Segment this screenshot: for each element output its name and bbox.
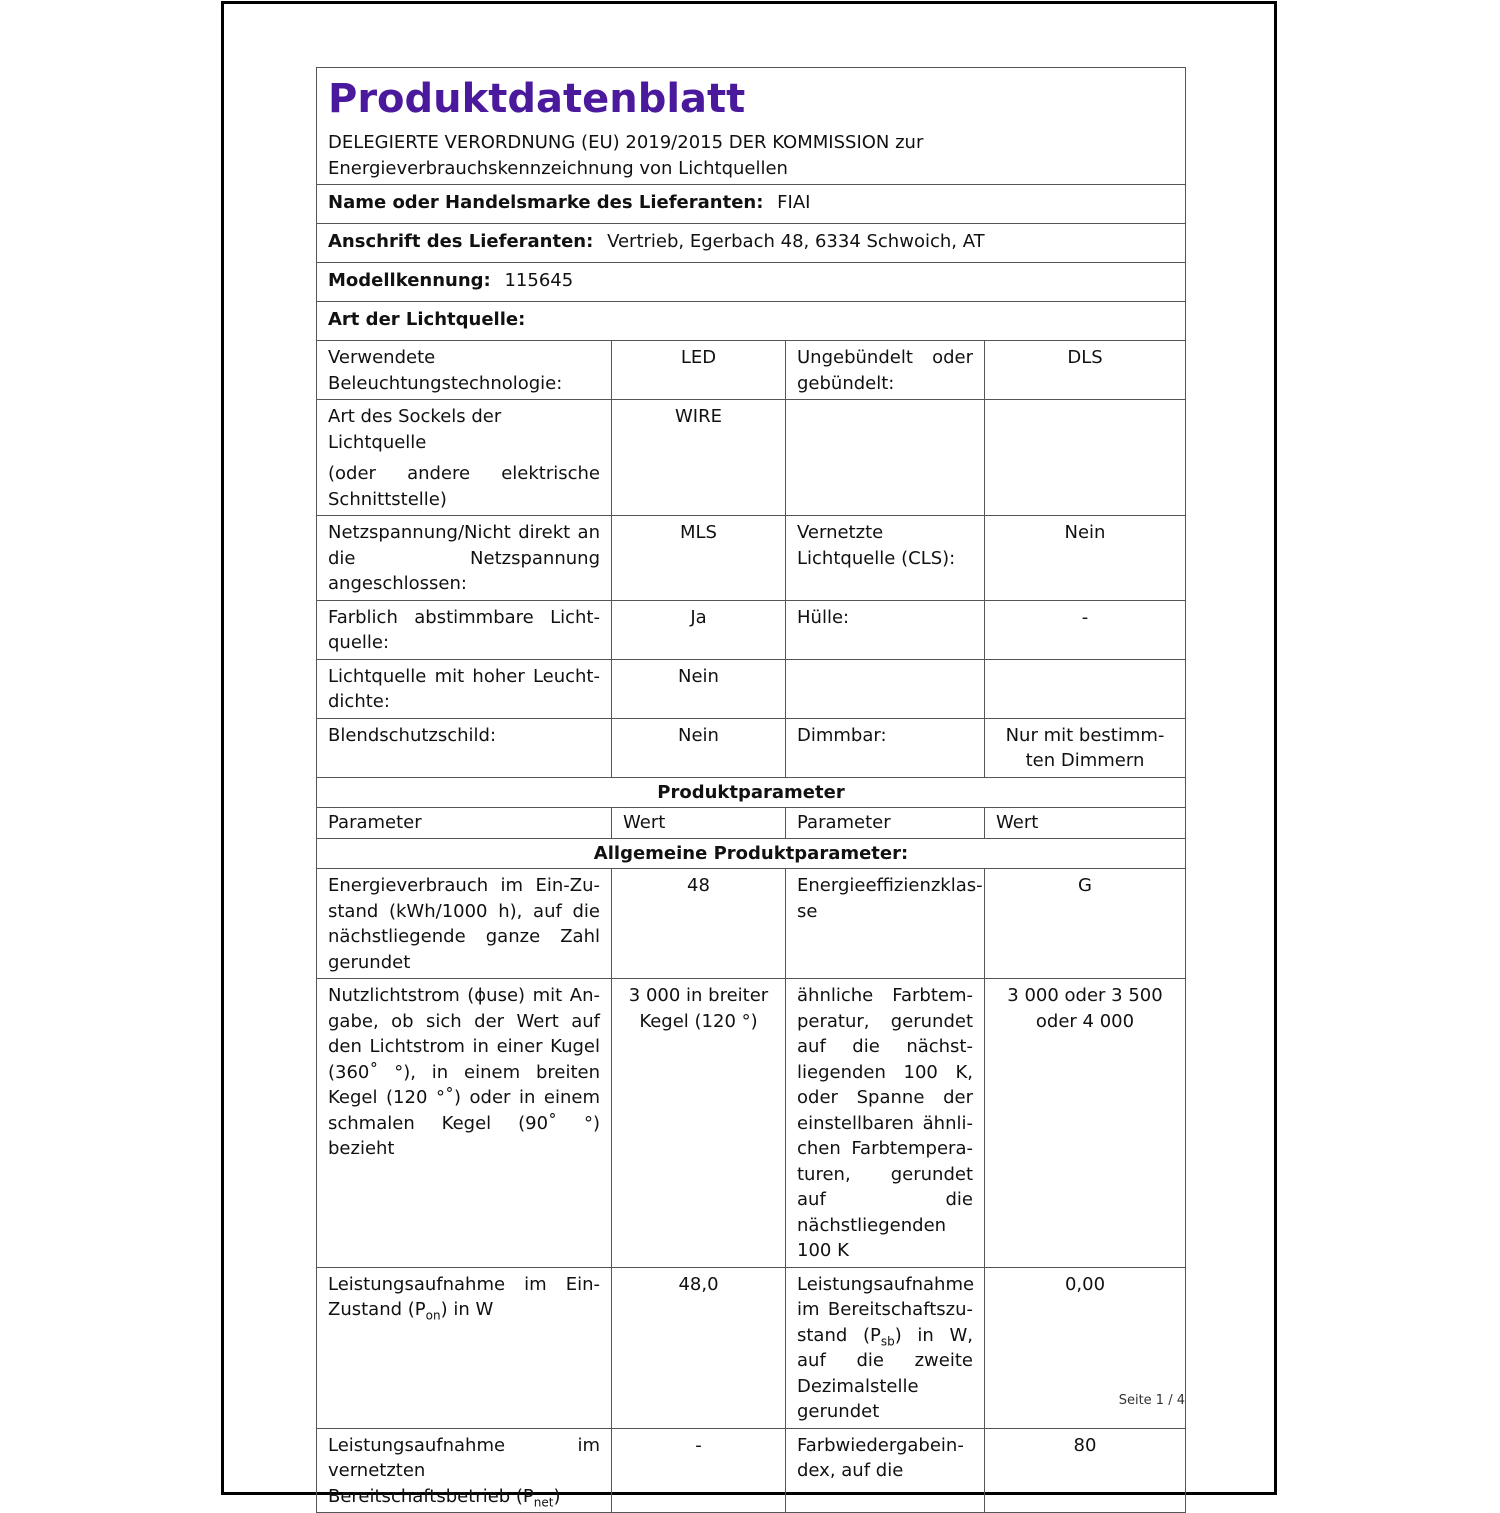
column-header: Wert xyxy=(985,808,1186,839)
value-cell: - xyxy=(985,600,1186,659)
model-label: Modellkennung: xyxy=(328,270,491,291)
value-cell: Nein xyxy=(612,659,786,718)
value-cell: MLS xyxy=(612,516,786,601)
param-cell: Hülle: xyxy=(786,600,985,659)
value-cell: WIRE xyxy=(612,400,786,516)
section-heading-row xyxy=(317,838,1186,869)
param-cell: Verwendete Beleuchtungstechnologie: xyxy=(317,341,612,400)
page-number: Seite 1 / 4 xyxy=(1118,1393,1185,1408)
supplier-label: Name oder Handelsmarke des Lieferanten: xyxy=(328,192,764,213)
param-cell: Lichtquelle mit hoher Leuchtdichte: xyxy=(317,659,612,718)
title-row xyxy=(317,68,1186,185)
value-cell: Nein xyxy=(612,718,786,777)
param-cell: Energieverbrauch im Ein-Zustand (kWh/1000 h), auf die nächstliegende ganze Zahl gerundet xyxy=(317,869,612,979)
column-header: Parameter xyxy=(786,808,985,839)
param-text: ) in W xyxy=(440,1299,494,1320)
param-cell: Blendschutzschild: xyxy=(317,718,612,777)
address-label: Anschrift des Lieferanten: xyxy=(328,231,594,252)
param-cell xyxy=(317,1428,612,1513)
column-header: Parameter xyxy=(317,808,612,839)
value-cell xyxy=(985,659,1186,718)
value-cell: Nur mit bestimmten Dimmern xyxy=(985,718,1186,777)
value-cell: 3 000 in breiter Kegel (120 °) xyxy=(612,979,786,1268)
param-text: Leistungsaufnahme im Ein-Zustand (P xyxy=(328,1273,600,1320)
model-value: 115645 xyxy=(504,270,574,291)
product-params-heading: Produktparameter xyxy=(317,777,1186,808)
param-cell: Dimmbar: xyxy=(786,718,985,777)
param-cell: Farbwiedergabeindex, auf die xyxy=(786,1428,985,1513)
section-heading-row xyxy=(317,777,1186,808)
table-row xyxy=(317,341,1186,400)
param-cell: Vernetzte Lichtquelle (CLS): xyxy=(786,516,985,601)
address-row xyxy=(317,224,1186,263)
base-type-note: (oder andere elektrische Schnittstelle) xyxy=(328,463,600,510)
value-cell: 80 xyxy=(985,1428,1186,1513)
param-cell xyxy=(317,400,612,516)
value-cell: 0,00 xyxy=(985,1267,1186,1428)
table-row xyxy=(317,516,1186,601)
param-text: Leistungsaufnahme im vernetzten Bereitschaftsbetrieb (P xyxy=(328,1434,600,1507)
param-cell: Farblich abstimmbare Lichtquelle: xyxy=(317,600,612,659)
table-row xyxy=(317,659,1186,718)
supplier-row xyxy=(317,185,1186,224)
param-subscript: sb xyxy=(880,1334,895,1349)
param-cell xyxy=(786,400,985,516)
param-cell: Energieeffizienzklasse xyxy=(786,869,985,979)
table-row xyxy=(317,1267,1186,1428)
value-cell: Nein xyxy=(985,516,1186,601)
model-row xyxy=(317,263,1186,302)
datasheet-table xyxy=(316,67,1186,1513)
value-cell: 3 000 oder 3 500 oder 4 000 xyxy=(985,979,1186,1268)
light-type-row xyxy=(317,302,1186,341)
general-params-heading: Allgemeine Produktparameter: xyxy=(317,838,1186,869)
param-cell: Netzspannung/Nicht direkt an die Netzspannung angeschlossen: xyxy=(317,516,612,601)
param-text: ) xyxy=(553,1485,561,1507)
param-subscript: on xyxy=(425,1308,441,1323)
param-cell: Nutzlichtstrom (ϕuse) mit Angabe, ob sich der Wert auf den Lichtstrom in einer Kugel (360˚ °), in einem breiten Kegel (120 °˚) oder in einem schmalen Kegel (90˚ °) bezieht xyxy=(317,979,612,1268)
table-row xyxy=(317,718,1186,777)
value-cell: DLS xyxy=(985,341,1186,400)
table-row xyxy=(317,979,1186,1268)
page-title: Produktdatenblatt xyxy=(328,76,746,122)
param-cell xyxy=(786,659,985,718)
value-cell: 48,0 xyxy=(612,1267,786,1428)
param-cell: Ungebündelt oder gebündelt: xyxy=(786,341,985,400)
value-cell: Ja xyxy=(612,600,786,659)
value-cell: 48 xyxy=(612,869,786,979)
value-cell: LED xyxy=(612,341,786,400)
param-cell: ähnliche Farbtemperatur, gerundet auf die nächstliegenden 100 K, oder Spanne der einstellbaren ähnlichen Farbtemperaturen, gerundet auf die nächstliegenden 100 K xyxy=(786,979,985,1268)
param-text: ) in W, auf die zweite Dezimalstelle gerundet xyxy=(797,1324,973,1422)
light-type-label: Art der Lichtquelle: xyxy=(328,309,526,330)
value-cell: - xyxy=(612,1428,786,1513)
column-header-row xyxy=(317,808,1186,839)
address-value: Vertrieb, Egerbach 48, 6334 Schwoich, AT xyxy=(607,231,985,252)
param-cell xyxy=(786,1267,985,1428)
supplier-value: FIAI xyxy=(777,192,811,213)
value-cell xyxy=(985,400,1186,516)
column-header: Wert xyxy=(612,808,786,839)
table-row xyxy=(317,600,1186,659)
title-cell xyxy=(317,68,1186,185)
table-row xyxy=(317,1428,1186,1513)
base-type-label: Art des Sockels der Lichtquelle xyxy=(328,406,502,453)
table-row xyxy=(317,869,1186,979)
regulation-subtitle: DELEGIERTE VERORDNUNG (EU) 2019/2015 DER KOMMISSION zur Energieverbrauchskennzeichnung von Lichtquellen xyxy=(328,132,924,179)
value-cell: G xyxy=(985,869,1186,979)
param-cell xyxy=(317,1267,612,1428)
param-text: Leistungsaufnahme im Bereitschaftszustand (P xyxy=(797,1273,975,1346)
param-subscript: net xyxy=(533,1495,554,1510)
table-row xyxy=(317,400,1186,516)
